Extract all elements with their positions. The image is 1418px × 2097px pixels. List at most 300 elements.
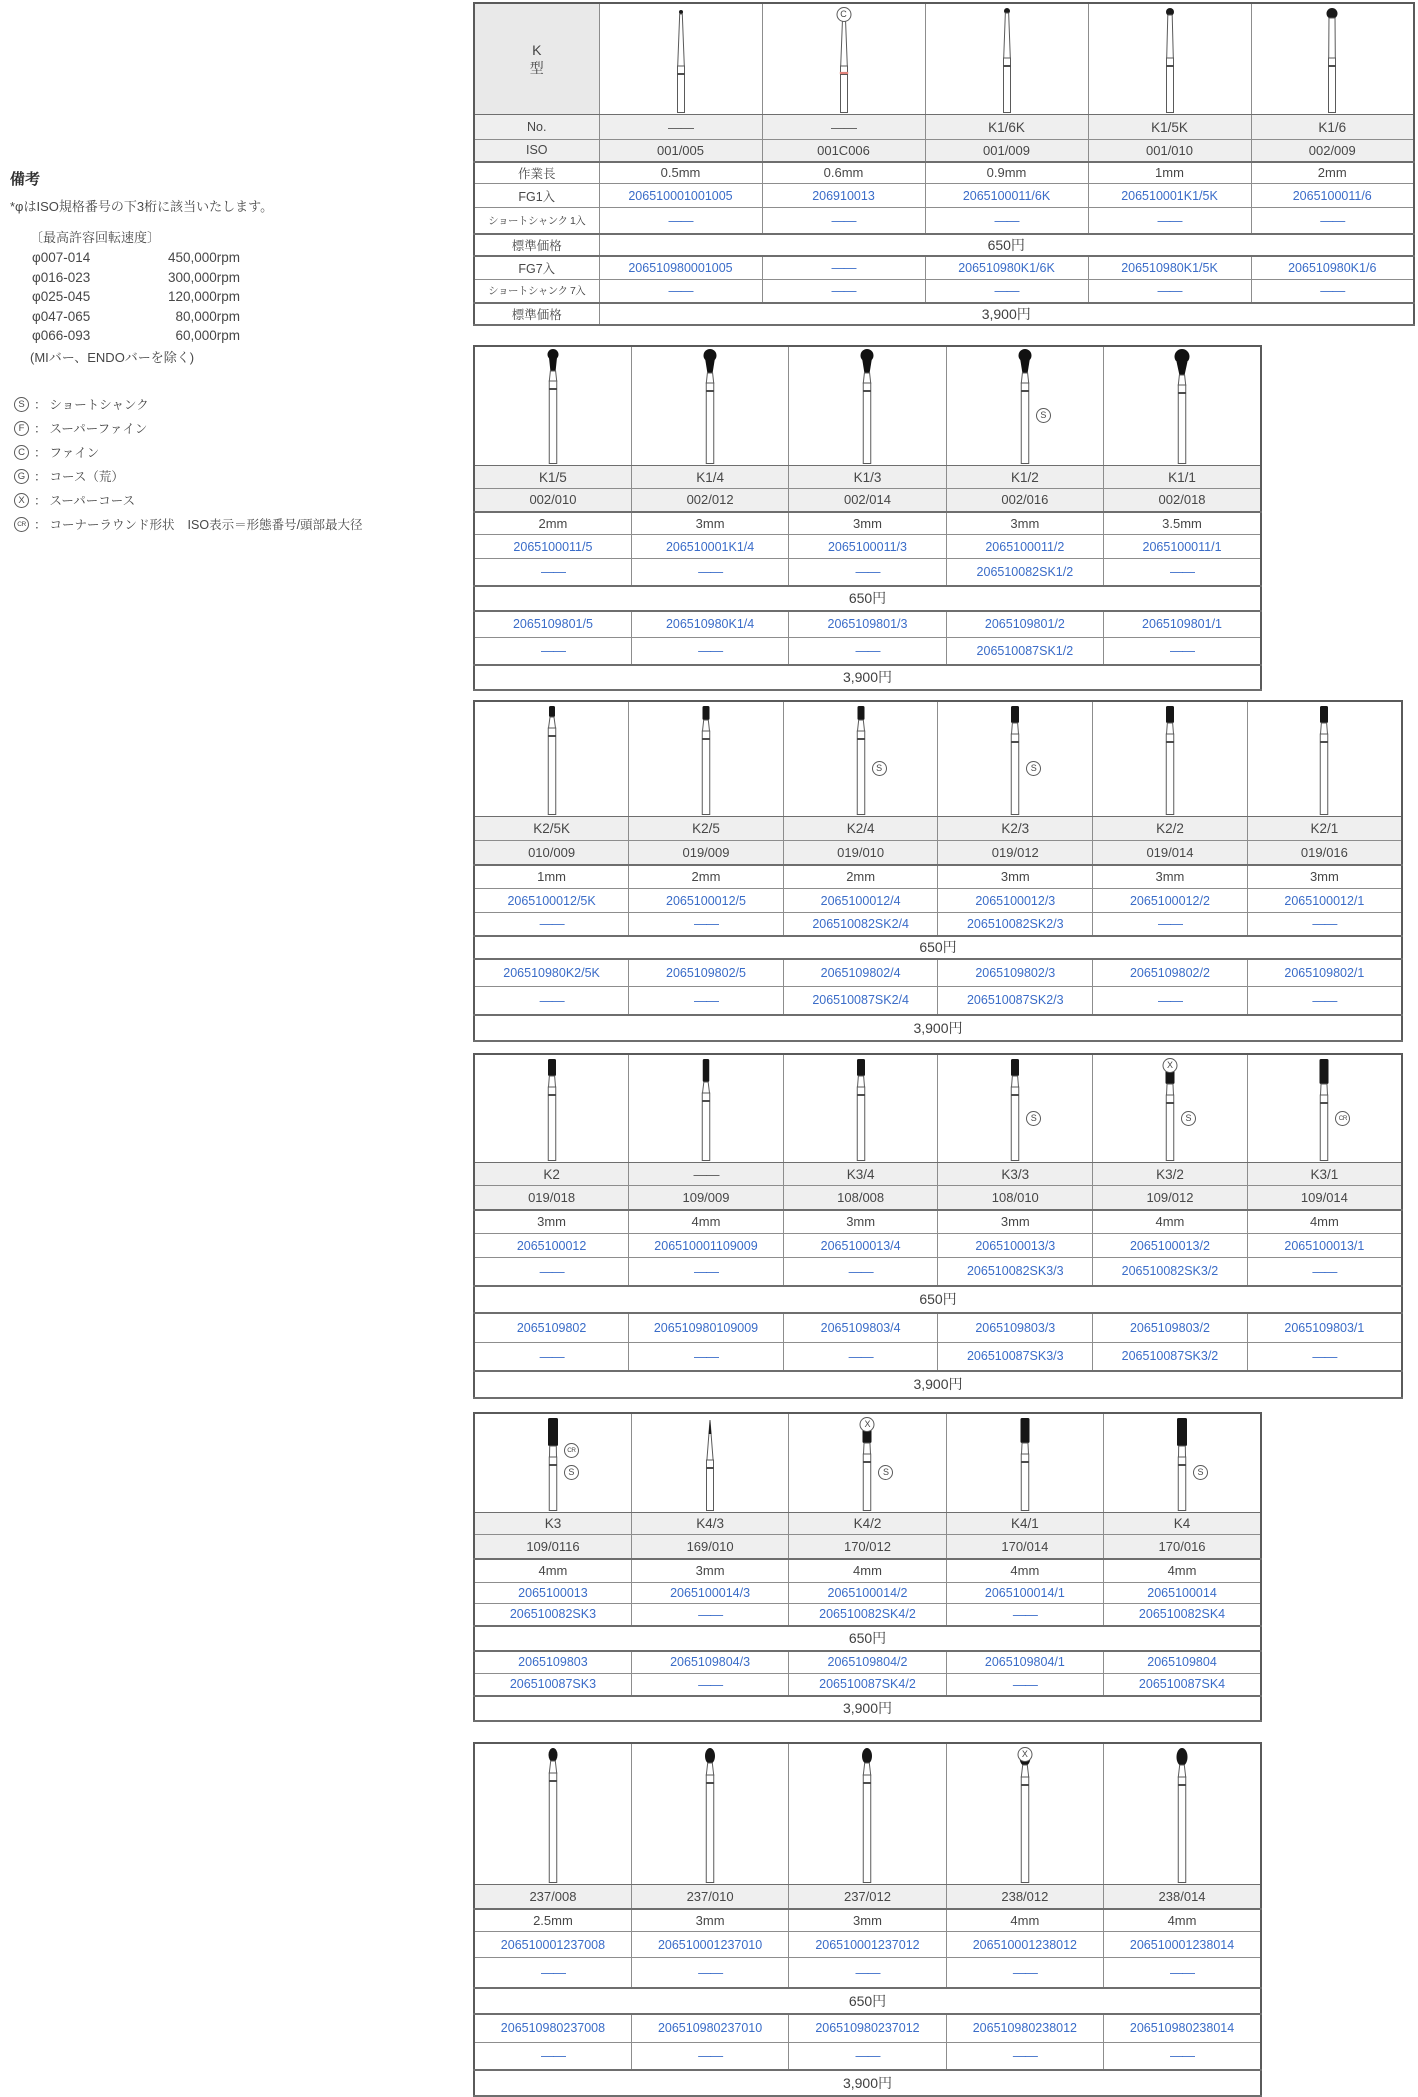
row-label-cell: 標準価格 — [474, 303, 599, 325]
length-cell: 2mm — [474, 512, 631, 535]
marker-s-icon: S — [1036, 408, 1051, 423]
fg7-code-cell: 206510980K1/4 — [631, 611, 788, 638]
ss1-code-cell: —— — [1088, 208, 1251, 234]
ss7-code-cell: —— — [474, 2043, 631, 2070]
ss7-code-cell: —— — [762, 280, 925, 303]
product-no-cell: K3/3 — [938, 1163, 1093, 1186]
ss7-code-cell: —— — [629, 1343, 784, 1371]
speed-item — [32, 268, 240, 288]
table-row — [474, 1258, 1402, 1286]
table-row — [474, 466, 1261, 489]
fg7-code-cell: 2065109801/1 — [1104, 611, 1261, 638]
product-no-cell: K2/3 — [938, 817, 1093, 841]
length-cell: 1mm — [474, 865, 629, 889]
symbol-s-icon: S — [14, 397, 29, 412]
marker-x-icon: X — [1017, 1747, 1032, 1762]
length-cell: 0.6mm — [762, 162, 925, 184]
legend-colon: ： — [34, 517, 47, 532]
table-row — [474, 1343, 1402, 1371]
ss1-code-cell: —— — [946, 1958, 1103, 1988]
length-cell: 4mm — [1093, 1210, 1248, 1234]
type-label: 型 — [529, 60, 544, 76]
fg1-code-cell: 2065100012/2 — [1093, 889, 1248, 913]
bur-icon — [475, 1414, 631, 1512]
ss7-code-cell: —— — [1104, 2043, 1261, 2070]
product-no-cell: K1/5 — [474, 466, 631, 489]
length-cell: 4mm — [629, 1210, 784, 1234]
bur-cell — [1104, 346, 1261, 466]
speed-item — [32, 326, 240, 346]
table-row — [474, 959, 1402, 987]
length-cell: 4mm — [946, 1909, 1103, 1932]
table-row — [474, 1210, 1402, 1234]
ss1-code-cell: —— — [474, 1958, 631, 1988]
iso-cell: 019/009 — [629, 841, 784, 865]
marker-cr-icon: CR — [564, 1443, 579, 1458]
ss1-code-cell: —— — [631, 1958, 788, 1988]
fg1-code-cell: 2065100014 — [1104, 1583, 1261, 1604]
table-row — [474, 2014, 1261, 2043]
ss1-code-cell: 206510082SK2/4 — [783, 913, 938, 936]
marker-s-icon: S — [1193, 1465, 1208, 1480]
fg1-code-cell: 206510001237008 — [474, 1932, 631, 1958]
bur-cell — [631, 1413, 788, 1513]
ss7-code-cell: —— — [599, 280, 762, 303]
iso-cell: 109/0116 — [474, 1535, 631, 1559]
product-no-cell: K1/1 — [1104, 466, 1261, 489]
bur-cell — [474, 1054, 629, 1163]
ss1-code-cell: —— — [783, 1258, 938, 1286]
fg1-code-cell: 2065100011/2 — [946, 535, 1103, 559]
iso-cell: 002/014 — [789, 489, 946, 512]
price-cell: 650円 — [474, 1626, 1261, 1651]
table-row — [474, 1186, 1402, 1210]
legend-colon: ： — [34, 421, 47, 436]
fg1-code-cell: 206510001237010 — [631, 1932, 788, 1958]
bur-cell — [789, 346, 946, 466]
product-no-cell: K3 — [474, 1513, 631, 1535]
product-no-cell: K1/4 — [631, 466, 788, 489]
legend-item — [14, 513, 410, 537]
row-label-cell: FG7入 — [474, 256, 599, 280]
table-row — [474, 1932, 1261, 1958]
marker-x-icon: X — [860, 1417, 875, 1432]
iso-cell: 109/009 — [629, 1186, 784, 1210]
length-cell: 2.5mm — [474, 1909, 631, 1932]
product-table-grid — [473, 2, 1415, 326]
bur-cell — [1088, 3, 1251, 115]
iso-cell: 237/012 — [789, 1885, 946, 1909]
fg7-code-cell: 206510980237010 — [631, 2014, 788, 2043]
legend-colon: ： — [34, 469, 47, 484]
bur-cell — [789, 1743, 946, 1885]
fg1-code-cell: 2065100012/3 — [938, 889, 1093, 913]
ss1-code-cell: —— — [629, 913, 784, 936]
iso-cell: 002/012 — [631, 489, 788, 512]
fg1-code-cell: 206910013 — [762, 184, 925, 208]
bur-icon — [926, 4, 1088, 114]
price-cell: 650円 — [474, 1988, 1261, 2014]
ss1-code-cell: 206510082SK3 — [474, 1604, 631, 1626]
table-row — [474, 1885, 1261, 1909]
bur-icon — [1104, 1744, 1260, 1884]
table-row — [474, 162, 1414, 184]
length-cell: 4mm — [1104, 1909, 1261, 1932]
ss7-code-cell: —— — [631, 2043, 788, 2070]
fg7-code-cell: 2065109804/1 — [946, 1651, 1103, 1674]
bur-cell — [925, 3, 1088, 115]
bur-cell — [1247, 1054, 1402, 1163]
fg1-code-cell: 2065100014/2 — [789, 1583, 946, 1604]
ss1-code-cell: 206510082SK1/2 — [946, 559, 1103, 586]
bur-icon — [632, 1414, 788, 1512]
price-cell: 650円 — [474, 586, 1261, 611]
product-no-cell: K1/6 — [1251, 115, 1414, 140]
ss7-code-cell: —— — [1088, 280, 1251, 303]
bur-cell — [1093, 1054, 1248, 1163]
table-row — [474, 1958, 1261, 1988]
product-no-cell: —— — [599, 115, 762, 140]
table-row — [474, 346, 1261, 466]
ss7-code-cell: —— — [789, 638, 946, 665]
product-no-cell: K1/5K — [1088, 115, 1251, 140]
fg7-code-cell: 206510980K1/6 — [1251, 256, 1414, 280]
speed-rpm: 300,000rpm — [167, 269, 240, 285]
legend-label: コーナーラウンド形状 — [49, 517, 175, 532]
table-row — [474, 665, 1261, 690]
legend-extra: ISO表示＝形態番号/頭部最大径 — [187, 517, 363, 532]
fg1-code-cell: 2065100012/5 — [629, 889, 784, 913]
length-cell: 3mm — [938, 1210, 1093, 1234]
fg7-code-cell: 206510980237012 — [789, 2014, 946, 2043]
bur-cell — [946, 1413, 1103, 1513]
ss7-code-cell: —— — [474, 1343, 629, 1371]
fg7-code-cell: 2065109802/5 — [629, 959, 784, 987]
ss7-code-cell: —— — [631, 638, 788, 665]
bur-icon — [1104, 1414, 1260, 1512]
ss7-code-cell: —— — [946, 2043, 1103, 2070]
speed-item — [32, 287, 240, 307]
bur-cell — [762, 3, 925, 115]
product-no-cell: K2/5K — [474, 817, 629, 841]
ss7-code-cell: 206510087SK3 — [474, 1674, 631, 1696]
iso-cell: 108/010 — [938, 1186, 1093, 1210]
speed-item — [32, 307, 240, 327]
marker-s-icon: S — [1181, 1111, 1196, 1126]
ss7-code-cell: 206510087SK3/2 — [1093, 1343, 1248, 1371]
table-row — [474, 535, 1261, 559]
legend-colon: ： — [34, 397, 47, 412]
bur-icon — [600, 4, 762, 114]
table-row — [474, 303, 1414, 325]
table-row — [474, 865, 1402, 889]
table-row — [474, 1313, 1402, 1343]
ss7-code-cell: 206510087SK1/2 — [946, 638, 1103, 665]
fg1-code-cell: 206510001238012 — [946, 1932, 1103, 1958]
bur-cell — [938, 1054, 1093, 1163]
product-table-5 — [473, 1412, 1262, 1722]
product-table-grid — [473, 1053, 1403, 1399]
marker-s-icon: S — [564, 1465, 579, 1480]
fg1-code-cell: 206510001K1/4 — [631, 535, 788, 559]
fg1-code-cell: 206510001109009 — [629, 1234, 784, 1258]
mi-endo-note: (MIバー、ENDOバーを除く) — [30, 349, 195, 365]
bur-icon — [789, 1744, 945, 1884]
table-row — [474, 1535, 1261, 1559]
legend-item — [14, 441, 410, 465]
table-row — [474, 2043, 1261, 2070]
table-row — [474, 841, 1402, 865]
length-cell: 3mm — [783, 1210, 938, 1234]
ss1-code-cell: —— — [474, 913, 629, 936]
table-row — [474, 1559, 1261, 1583]
bur-cell — [1251, 3, 1414, 115]
bur-cell — [474, 1413, 631, 1513]
product-no-cell: K4/1 — [946, 1513, 1103, 1535]
table-row — [474, 987, 1402, 1015]
ss7-code-cell: —— — [1104, 638, 1261, 665]
fg7-code-cell: 2065109802/3 — [938, 959, 1093, 987]
product-table-grid — [473, 700, 1403, 1042]
product-table-2 — [473, 345, 1262, 691]
product-no-cell: K3/1 — [1247, 1163, 1402, 1186]
fg7-code-cell: 2065109803/1 — [1247, 1313, 1402, 1343]
table-row — [474, 234, 1414, 256]
legend-label: ファイン — [49, 445, 100, 460]
table-row — [474, 140, 1414, 162]
length-cell: 0.5mm — [599, 162, 762, 184]
product-no-cell: K2/2 — [1093, 817, 1248, 841]
table-row — [474, 1743, 1261, 1885]
bur-cell — [946, 346, 1103, 466]
fg7-code-cell: 2065109802 — [474, 1313, 629, 1343]
length-cell: 4mm — [1247, 1210, 1402, 1234]
fg7-code-cell: 206510980K2/5K — [474, 959, 629, 987]
bur-icon — [1252, 4, 1414, 114]
length-cell: 3mm — [789, 1909, 946, 1932]
fg7-code-cell: 206510980K1/6K — [925, 256, 1088, 280]
marker-s-icon: S — [1026, 761, 1041, 776]
speed-range: φ016-023 — [32, 269, 91, 285]
table-row — [474, 936, 1402, 959]
iso-cell: 108/008 — [783, 1186, 938, 1210]
bur-cell — [629, 701, 784, 817]
product-table-4 — [473, 1053, 1403, 1399]
ss7-code-cell: —— — [925, 280, 1088, 303]
product-no-cell: K2 — [474, 1163, 629, 1186]
fg7-code-cell: 206510980237008 — [474, 2014, 631, 2043]
length-cell: 3mm — [789, 512, 946, 535]
fg7-code-cell: 2065109803 — [474, 1651, 631, 1674]
fg1-code-cell: 2065100013 — [474, 1583, 631, 1604]
ss1-code-cell: —— — [631, 559, 788, 586]
fg7-code-cell: 2065109803/4 — [783, 1313, 938, 1343]
bur-icon — [632, 347, 788, 465]
bur-cell — [1093, 701, 1248, 817]
iso-cell: 002/018 — [1104, 489, 1261, 512]
table-row — [474, 489, 1261, 512]
product-no-cell: K2/4 — [783, 817, 938, 841]
ss7-code-cell: —— — [1247, 1343, 1402, 1371]
ss1-code-cell: —— — [1104, 1958, 1261, 1988]
product-table-grid — [473, 345, 1262, 691]
table-row — [474, 1163, 1402, 1186]
table-row — [474, 1909, 1261, 1932]
iso-cell: 002/010 — [474, 489, 631, 512]
fg7-code-cell: 206510980109009 — [629, 1313, 784, 1343]
speed-range: φ047-065 — [32, 308, 91, 324]
ss1-code-cell: —— — [1247, 1258, 1402, 1286]
ss7-code-cell: —— — [946, 1674, 1103, 1696]
ss7-code-cell: 206510087SK2/3 — [938, 987, 1093, 1015]
symbol-cr-icon: CR — [14, 517, 29, 532]
price-cell: 3,900円 — [474, 1015, 1402, 1041]
speed-rpm: 60,000rpm — [175, 328, 240, 343]
product-no-cell: K3/4 — [783, 1163, 938, 1186]
iso-cell: 001C006 — [762, 140, 925, 162]
bur-icon — [1089, 4, 1251, 114]
bur-icon — [938, 702, 1092, 816]
bur-icon — [1093, 1055, 1247, 1162]
ss1-code-cell: —— — [1104, 559, 1261, 586]
fg7-code-cell: 206510980K1/5K — [1088, 256, 1251, 280]
ss7-code-cell: —— — [783, 1343, 938, 1371]
iso-cell: 001/010 — [1088, 140, 1251, 162]
product-no-cell: —— — [629, 1163, 784, 1186]
speed-list — [32, 248, 240, 346]
iso-cell: 002/016 — [946, 489, 1103, 512]
price-cell: 3,900円 — [474, 1696, 1261, 1721]
ss7-code-cell: 206510087SK4 — [1104, 1674, 1261, 1696]
ss1-code-cell: —— — [474, 1258, 629, 1286]
iso-cell: 170/012 — [789, 1535, 946, 1559]
product-table-grid — [473, 1412, 1262, 1722]
bur-icon — [475, 702, 628, 816]
ss1-code-cell: —— — [631, 1604, 788, 1626]
marker-s-icon: S — [878, 1465, 893, 1480]
bur-icon — [947, 347, 1103, 465]
product-no-cell: K4/2 — [789, 1513, 946, 1535]
product-no-cell: K3/2 — [1093, 1163, 1248, 1186]
bur-icon — [789, 347, 945, 465]
price-cell: 3,900円 — [474, 1371, 1402, 1398]
ss7-code-cell: —— — [1093, 987, 1248, 1015]
ss1-code-cell: —— — [946, 1604, 1103, 1626]
bur-cell — [946, 1743, 1103, 1885]
bur-cell — [1104, 1413, 1261, 1513]
fg7-code-cell: 2065109801/2 — [946, 611, 1103, 638]
row-label-cell: 標準価格 — [474, 234, 599, 256]
row-label-cell: ショートシャンク 7入 — [474, 280, 599, 303]
fg1-code-cell: 2065100011/6K — [925, 184, 1088, 208]
fg7-code-cell: 206510980238012 — [946, 2014, 1103, 2043]
table-row — [474, 1286, 1402, 1313]
ss1-code-cell: —— — [789, 1958, 946, 1988]
bur-cell — [789, 1413, 946, 1513]
bur-cell — [474, 701, 629, 817]
table-row — [474, 889, 1402, 913]
fg7-code-cell: —— — [762, 256, 925, 280]
ss1-code-cell: 206510082SK3/3 — [938, 1258, 1093, 1286]
iso-cell: 109/014 — [1247, 1186, 1402, 1210]
ss7-code-cell: —— — [1247, 987, 1402, 1015]
fg1-code-cell: 2065100014/3 — [631, 1583, 788, 1604]
symbol-f-icon: F — [14, 421, 29, 436]
ss1-code-cell: —— — [1251, 208, 1414, 234]
speed-rpm: 450,000rpm — [167, 250, 240, 265]
length-cell: 3mm — [474, 1210, 629, 1234]
length-cell: 2mm — [629, 865, 784, 889]
fg7-code-cell: 206510980001005 — [599, 256, 762, 280]
bur-icon — [629, 702, 783, 816]
table-row — [474, 1413, 1261, 1513]
bur-icon — [632, 1744, 788, 1884]
table-row — [474, 115, 1414, 140]
legend-colon: ： — [34, 445, 47, 460]
legend-label: スーパーコース — [49, 493, 136, 508]
bur-cell — [631, 346, 788, 466]
legend-item — [14, 393, 410, 417]
fg7-code-cell: 2065109802/2 — [1093, 959, 1248, 987]
price-cell: 650円 — [599, 234, 1414, 256]
fg7-code-cell: 2065109803/3 — [938, 1313, 1093, 1343]
price-cell: 3,900円 — [474, 2070, 1261, 2096]
table-row — [474, 913, 1402, 936]
table-row — [474, 2070, 1261, 2096]
length-cell: 3mm — [631, 512, 788, 535]
table-row — [474, 1054, 1402, 1163]
iso-cell: 237/008 — [474, 1885, 631, 1909]
symbol-x-icon: X — [14, 493, 29, 508]
table-row — [474, 1234, 1402, 1258]
fg1-code-cell: 2065100012/5K — [474, 889, 629, 913]
type-header-cell — [474, 3, 599, 115]
marker-c-icon: C — [836, 7, 851, 22]
fg1-code-cell: 2065100011/1 — [1104, 535, 1261, 559]
speed-rpm: 120,000rpm — [167, 289, 240, 304]
iso-cell: 019/018 — [474, 1186, 629, 1210]
table-row — [474, 280, 1414, 303]
iso-cell: 010/009 — [474, 841, 629, 865]
table-row — [474, 208, 1414, 234]
bur-icon — [1248, 702, 1401, 816]
speed-item — [32, 248, 240, 268]
table-row — [474, 184, 1414, 208]
ss1-code-cell: —— — [629, 1258, 784, 1286]
product-no-cell: K4/3 — [631, 1513, 788, 1535]
ss1-code-cell: 206510082SK4/2 — [789, 1604, 946, 1626]
legend-label: コース（荒） — [49, 469, 124, 484]
bur-icon — [475, 347, 631, 465]
fg1-code-cell: 2065100012/1 — [1247, 889, 1402, 913]
table-row — [474, 1371, 1402, 1398]
fg1-code-cell: 206510001001005 — [599, 184, 762, 208]
legend-item — [14, 465, 410, 489]
bur-icon — [629, 1055, 783, 1162]
product-table-1 — [473, 2, 1415, 326]
iso-cell: 237/010 — [631, 1885, 788, 1909]
legend-colon: ： — [34, 493, 47, 508]
length-cell: 1mm — [1088, 162, 1251, 184]
length-cell: 4mm — [789, 1559, 946, 1583]
table-row — [474, 1604, 1261, 1626]
bur-icon — [947, 1414, 1103, 1512]
table-row — [474, 1513, 1261, 1535]
ss7-code-cell: —— — [1251, 280, 1414, 303]
type-label: K — [532, 42, 542, 58]
iso-cell: 170/014 — [946, 1535, 1103, 1559]
ss7-code-cell: —— — [629, 987, 784, 1015]
